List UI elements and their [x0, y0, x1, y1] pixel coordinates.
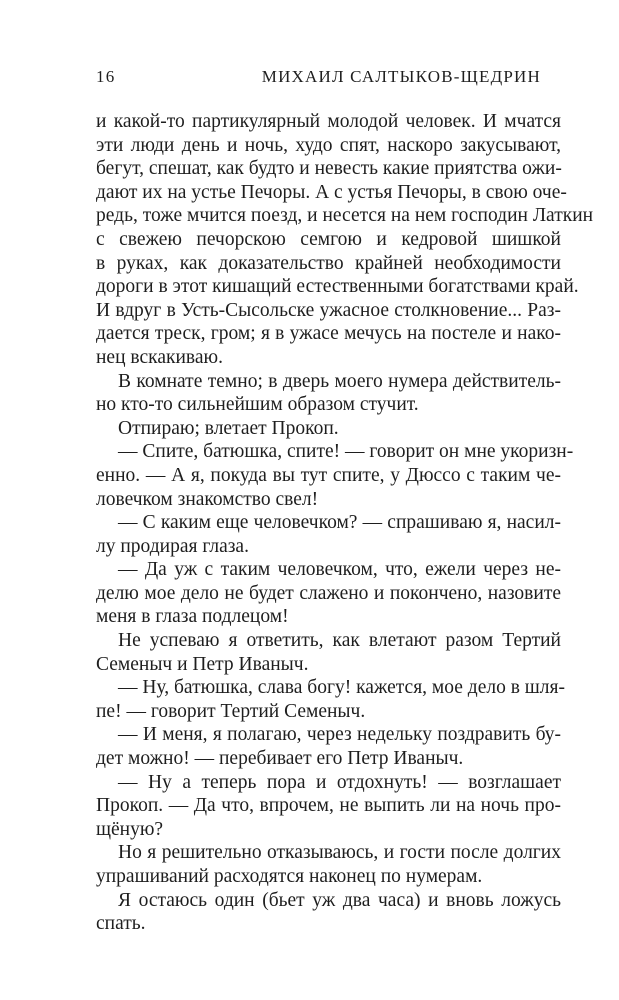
text-line: щёную?	[96, 818, 164, 840]
text-line: — Спите, батюшка, спите! — говорит он мне укоризн-	[118, 441, 574, 463]
text-line: — С каким еще человечком? — спрашиваю я, насил-	[118, 512, 561, 534]
text-line: ловечком знакомство свел!	[96, 488, 319, 510]
body-text	[96, 110, 594, 936]
author-running-title: МИХАИЛ САЛТЫКОВ-ЩЕДРИН	[261, 67, 541, 86]
text-line: Не успеваю я ответить, как влетают разом Тертий	[118, 630, 561, 652]
text-line: пе! — говорит Тертий Семеныч.	[96, 700, 366, 722]
text-line: с свежею печорскою семгою и кедровой шишкой	[96, 228, 561, 250]
text-line: И вдруг в Усть-Сысольске ужасное столкновение... Раз-	[96, 299, 561, 321]
text-line: редь, тоже мчится поезд, и несется на нем господин Латкин	[96, 205, 594, 227]
text-line: упрашиваний расходятся наконец по нумерам.	[96, 866, 483, 887]
text-line: — Да уж с таким человечком, что, ежели через не-	[118, 559, 561, 581]
text-line: эти люди день и ночь, худо спят, наскоро закусывают,	[96, 134, 561, 156]
running-head	[96, 67, 541, 93]
text-line: и какой-то партикулярный молодой человек. И мчатся	[96, 111, 561, 132]
text-line: делю мое дело не будет слажено и покончено, назовите	[96, 582, 561, 604]
text-line: дается треск, гром; я в ужасе мечусь на постеле и нако-	[96, 323, 561, 345]
text-line: дет можно! — перебивает его Петр Иваныч.	[96, 748, 464, 770]
text-line: енно. — А я, покуда вы тут спите, у Дюссо с таким че-	[96, 464, 561, 486]
text-line: Прокоп. — Да что, впрочем, не выпить ли на ночь про-	[96, 795, 561, 817]
page-number: 16	[96, 67, 116, 86]
text-line: но кто-то сильнейшим образом стучит.	[96, 394, 419, 416]
text-line: бегут, спешат, как будто и невесть какие приятства ожи-	[96, 158, 562, 180]
text-line: спать.	[96, 913, 146, 935]
text-line: меня в глаза подлецом!	[96, 606, 289, 628]
text-line: в руках, как доказательство крайней необходимости	[96, 252, 561, 274]
text-line: нец вскакиваю.	[96, 346, 223, 368]
text-line: дороги в этот кишащий естественными богатствами край.	[96, 276, 579, 298]
text-line: Семеныч и Петр Иваныч.	[96, 653, 309, 675]
text-line: В комнате темно; в дверь моего нумера действитель-	[118, 370, 561, 392]
text-line: — Ну, батюшка, слава богу! кажется, мое дело в шля-	[118, 677, 565, 699]
text-line: — И меня, я полагаю, через недельку поздравить бу-	[118, 724, 561, 746]
text-line: Но я решительно отказываюсь, и гости после долгих	[118, 842, 561, 864]
text-line: — Ну а теперь пора и отдохнуть! — возглашает	[118, 771, 561, 793]
text-line: Я остаюсь один (бьет уж два часа) и вновь ложусь	[118, 889, 561, 911]
text-line: лу продирая глаза.	[96, 535, 249, 557]
text-line: дают их на устье Печоры. А с устья Печоры, в свою оче-	[96, 181, 567, 203]
text-line: Отпираю; влетает Прокоп.	[118, 417, 339, 439]
